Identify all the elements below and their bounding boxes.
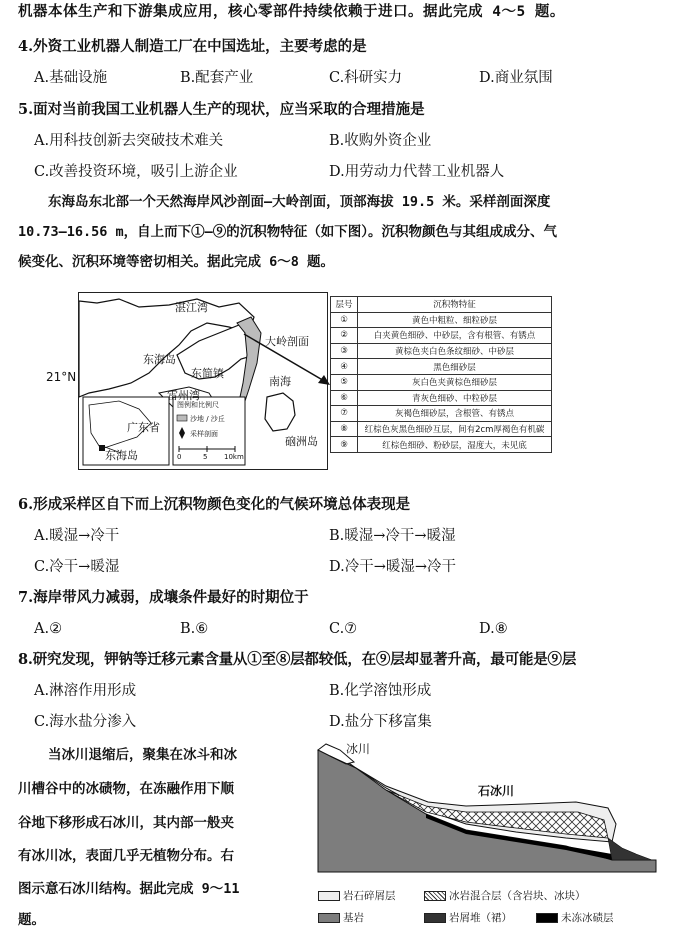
q4-stem: 4.外资工业机器人制造工厂在中国选址，主要考虑的是 — [18, 38, 367, 55]
layer-no: ① — [331, 312, 358, 328]
legend-frozen — [536, 910, 614, 925]
table-row — [331, 328, 552, 344]
legend-sand: 沙地 / 沙丘 — [190, 415, 225, 423]
label-latitude: 21°N — [46, 370, 77, 384]
q8-option-b[interactable]: B.化学溶蚀形成 — [329, 683, 432, 699]
q6-option-d[interactable]: D.冷干→暖湿→冷干 — [329, 559, 457, 575]
q5-option-b[interactable]: B.收购外资企业 — [329, 133, 432, 149]
scale-0: 0 — [177, 453, 182, 461]
legend-bedrock-label: 基岩 — [343, 912, 364, 924]
q5-option-a[interactable]: A.用科技创新去突破技术难关 — [34, 133, 224, 149]
q5-option-c[interactable]: C.改善投资环境，吸引上游企业 — [34, 164, 238, 180]
q8-stem: 8.研究发现，钾钠等迁移元素含量从①至⑧层都较低，在⑨层却显著升高，最可能是⑨层 — [18, 651, 577, 668]
scale-5: 5 — [203, 453, 208, 461]
q4-option-b[interactable]: B.配套产业 — [180, 70, 254, 86]
legend-talus — [424, 910, 512, 925]
layer-feature: 灰白色夹黄棕色细砂层 — [358, 374, 552, 390]
frozen-swatch-icon — [536, 913, 558, 923]
passage3-line2: 川槽谷中的冰碛物，在冻融作用下顺 — [18, 781, 234, 797]
label-rock-glacier: 石冰川 — [478, 784, 515, 798]
scale-10: 10km — [224, 453, 244, 461]
layer-feature: 白夹黄色细砂、中砂层，含有根管、有锈点 — [358, 328, 552, 344]
table-row — [331, 437, 552, 453]
label-naozhou-island: 硇洲岛 — [285, 435, 318, 448]
q6-stem: 6.形成采样区自下而上沉积物颜色变化的气候环境总体表现是 — [18, 496, 411, 513]
layer-feature: 黄色中粗粒、细粒砂层 — [358, 312, 552, 328]
passage3-line6: 题。 — [18, 912, 45, 928]
legend-debris — [318, 888, 396, 903]
label-daling-profile: 大岭剖面 — [265, 335, 309, 348]
passage3-line3: 谷地下移形成石冰川，其内部一般夹 — [18, 815, 234, 831]
q4-option-a[interactable]: A.基础设施 — [34, 70, 108, 86]
q5-stem: 5.面对当前我国工业机器人生产的现状，应当采取的合理措施是 — [18, 101, 425, 118]
legend-title: 图例和比例尺 — [177, 401, 219, 409]
passage3-line5: 图示意石冰川结构。据此完成 9～11 — [18, 881, 240, 897]
q5-option-d[interactable]: D.用劳动力代替工业机器人 — [329, 164, 505, 180]
legend-talus-label: 岩屑堆（裙） — [449, 912, 512, 924]
table-row — [331, 374, 552, 390]
q7-option-a[interactable]: A.② — [34, 621, 63, 637]
label-south-sea: 南海 — [269, 375, 291, 388]
label-dongjian-town: 东简镇 — [191, 367, 224, 380]
layer-feature: 黄棕色夹白色条纹细砂、中砂层 — [358, 343, 552, 359]
q4-option-c[interactable]: C.科研实力 — [329, 70, 403, 86]
layer-feature: 红棕色灰黑色细砂互层，间有2cm厚褐色有机碳 — [358, 421, 552, 437]
legend-debris-label: 岩石碎屑层 — [343, 890, 396, 902]
map-table-arrow — [240, 330, 335, 390]
layer-no: ⑤ — [331, 374, 358, 390]
talus-swatch-icon — [424, 913, 446, 923]
q6-option-b[interactable]: B.暖湿→冷干→暖湿 — [329, 528, 456, 544]
passage3-line4: 有冰川冰，表面几乎无植物分布。右 — [18, 848, 234, 864]
q7-stem: 7.海岸带风力减弱，成壤条件最好的时期位于 — [18, 589, 309, 606]
layer-no: ② — [331, 328, 358, 344]
legend-frozen-label: 未冻冰碛层 — [561, 912, 614, 924]
q8-option-d[interactable]: D.盐分下移富集 — [329, 714, 432, 730]
table-row — [331, 390, 552, 406]
table-header-feature: 沉积物特征 — [358, 297, 552, 313]
layer-feature: 红棕色细砂、粉砂层，湿度大，未见底 — [358, 437, 552, 453]
legend-mixed-label: 冰岩混合层（含岩块、冰块） — [449, 890, 586, 902]
debris-swatch-icon — [318, 891, 340, 901]
layer-no: ⑧ — [331, 421, 358, 437]
q8-option-a[interactable]: A.淋溶作用形成 — [34, 683, 137, 699]
label-leizhou-bay: 雷州湾 — [167, 389, 200, 402]
table-row — [331, 359, 552, 375]
layer-no: ④ — [331, 359, 358, 375]
layer-feature: 青灰色细砂、中粒砂层 — [358, 390, 552, 406]
table-row — [331, 343, 552, 359]
legend-mixed — [424, 888, 586, 903]
bedrock-swatch-icon — [318, 913, 340, 923]
label-donghai-small: 东海岛 — [105, 449, 138, 462]
passage2-line2: 10.73—16.56 m，自上而下①—⑨的沉积物特征（如下图）。沉积物颜色与其组成成分、气 — [18, 224, 558, 240]
layer-no: ⑥ — [331, 390, 358, 406]
table-header-no: 层号 — [331, 297, 358, 313]
label-glacier: 冰川 — [346, 742, 371, 756]
mixed-swatch-icon — [424, 891, 446, 901]
label-donghai-island: 东海岛 — [143, 353, 176, 366]
legend-bedrock — [318, 910, 364, 925]
intro-line: 机器本体生产和下游集成应用，核心零部件持续依赖于进口。据此完成 4～5 题。 — [18, 4, 565, 20]
q4-option-d[interactable]: D.商业氛围 — [479, 70, 553, 86]
passage3-line1: 当冰川退缩后，聚集在冰斗和冰 — [48, 747, 237, 763]
label-guangdong: 广东省 — [127, 421, 160, 434]
legend-site: 采样剖面 — [190, 430, 218, 438]
q8-option-c[interactable]: C.海水盐分渗入 — [34, 714, 137, 730]
sediment-table — [330, 296, 552, 453]
layer-no: ③ — [331, 343, 358, 359]
passage2-line1: 东海岛东北部一个天然海岸风沙剖面—大岭剖面，顶部海拔 19.5 米。采样剖面深度 — [48, 194, 551, 210]
q6-option-a[interactable]: A.暖湿→冷干 — [34, 528, 120, 544]
q7-option-d[interactable]: D.⑧ — [479, 621, 508, 637]
q6-option-c[interactable]: C.冷干→暖湿 — [34, 559, 120, 575]
rock-glacier-diagram — [316, 742, 661, 910]
label-zhanjiang-bay: 湛江湾 — [175, 301, 208, 314]
layer-feature: 灰褐色细砂层，含根管、有锈点 — [358, 406, 552, 422]
table-row — [331, 406, 552, 422]
q7-option-b[interactable]: B.⑥ — [180, 621, 209, 637]
layer-feature: 黑色细砂层 — [358, 359, 552, 375]
layer-no: ⑨ — [331, 437, 358, 453]
table-row — [331, 421, 552, 437]
table-row — [331, 312, 552, 328]
layer-no: ⑦ — [331, 406, 358, 422]
q7-option-c[interactable]: C.⑦ — [329, 621, 358, 637]
passage2-line3: 候变化、沉积环境等密切相关。据此完成 6～8 题。 — [18, 254, 335, 270]
